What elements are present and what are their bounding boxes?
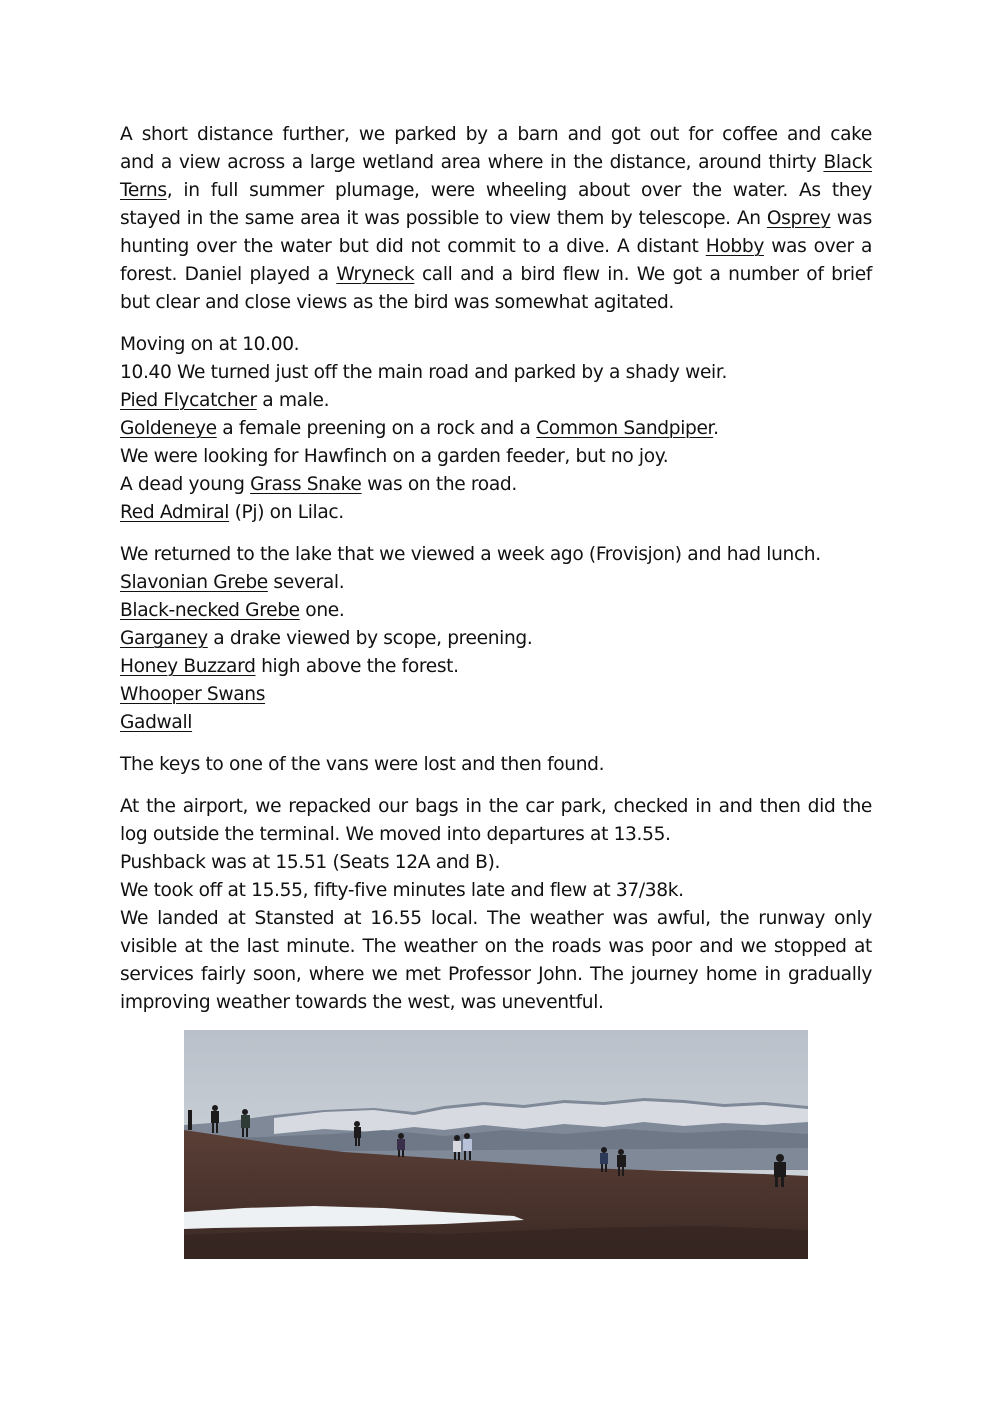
species-pied-flycatcher: Pied Flycatcher <box>120 390 257 411</box>
species-common-sandpiper: Common Sandpiper <box>536 418 714 439</box>
species-wryneck: Wryneck <box>336 264 415 285</box>
trip-report-text <box>120 121 872 1031</box>
species-goldeneye: Goldeneye <box>120 418 217 439</box>
text-line: At the airport, we repacked our bags in the car park, checked in and then did the <box>120 796 872 817</box>
text-line: Slavonian Grebe several. <box>120 572 345 593</box>
species-grass-snake: Grass Snake <box>250 474 362 495</box>
species-slavonian-grebe: Slavonian Grebe <box>120 572 268 593</box>
species-osprey: Osprey <box>766 208 831 229</box>
text-line: The keys to one of the vans were lost and then found. <box>120 754 605 775</box>
landscape-photo <box>184 1030 808 1259</box>
paragraph-lake <box>120 541 872 737</box>
species-whooper-swans: Whooper Swans <box>120 684 266 705</box>
text-line: We took off at 15.55, fifty-five minutes late and flew at 37/38k. <box>120 880 684 901</box>
text-line <box>120 681 872 709</box>
text-line: services fairly soon, where we met Professor John. The journey home in gradually <box>120 964 872 985</box>
species-black-terns: Black <box>823 152 872 173</box>
text-line: improving weather towards the west, was uneventful. <box>120 992 604 1013</box>
text-line: A short distance further, we parked by a barn and got out for coffee and cake <box>120 124 872 145</box>
species-black-terns-cont: Terns <box>120 180 167 201</box>
text-line: We landed at Stansted at 16.55 local. The weather was awful, the runway only <box>120 908 872 929</box>
paragraph-wetland <box>120 121 872 317</box>
species-hobby: Hobby <box>705 236 764 257</box>
text-line: hunting over the water but did not commit to a dive. A distant Hobby was over a <box>120 236 873 257</box>
text-line: Moving on at 10.00. <box>120 334 300 355</box>
text-line: stayed in the same area it was possible to view them by telescope. An Osprey was <box>120 208 873 229</box>
paragraph-keys <box>120 751 872 779</box>
text-line: 10.40 We turned just off the main road and parked by a shady weir. <box>120 362 727 383</box>
text-line: forest. Daniel played a Wryneck call and a bird flew in. We got a number of brief <box>120 264 873 285</box>
text-line: but clear and close views as the bird was somewhat agitated. <box>120 292 674 313</box>
text-line: and a view across a large wetland area where in the distance, around thirty Black <box>120 152 872 173</box>
text-line: Terns, in full summer plumage, were wheeling about over the water. As they <box>120 180 872 201</box>
text-line: Garganey a drake viewed by scope, preening. <box>120 628 533 649</box>
text-line: We returned to the lake that we viewed a week ago (Frovisjon) and had lunch. <box>120 544 821 565</box>
species-garganey: Garganey <box>120 628 208 649</box>
text-line: log outside the terminal. We moved into departures at 13.55. <box>120 824 671 845</box>
paragraph-airport <box>120 793 872 1017</box>
hiker <box>188 1110 192 1130</box>
species-gadwall: Gadwall <box>120 712 193 733</box>
text-line: Pushback was at 15.51 (Seats 12A and B). <box>120 852 501 873</box>
text-line: Black-necked Grebe one. <box>120 600 345 621</box>
text-line: A dead young Grass Snake was on the road. <box>120 474 517 495</box>
species-black-necked-grebe: Black-necked Grebe <box>120 600 300 621</box>
paragraph-weir <box>120 331 872 527</box>
species-honey-buzzard: Honey Buzzard <box>120 656 256 677</box>
text-line: Pied Flycatcher a male. <box>120 390 330 411</box>
text-line: Honey Buzzard high above the forest. <box>120 656 459 677</box>
text-line <box>120 709 872 737</box>
text-line: visible at the last minute. The weather on the roads was poor and we stopped at <box>120 936 872 957</box>
text-line: Red Admiral (Pj) on Lilac. <box>120 502 344 523</box>
text-line: Goldeneye a female preening on a rock and a Common Sandpiper. <box>120 418 719 439</box>
landscape-photo-icon <box>184 1030 808 1259</box>
species-red-admiral: Red Admiral <box>120 502 230 523</box>
text-line: We were looking for Hawfinch on a garden feeder, but no joy. <box>120 446 669 467</box>
